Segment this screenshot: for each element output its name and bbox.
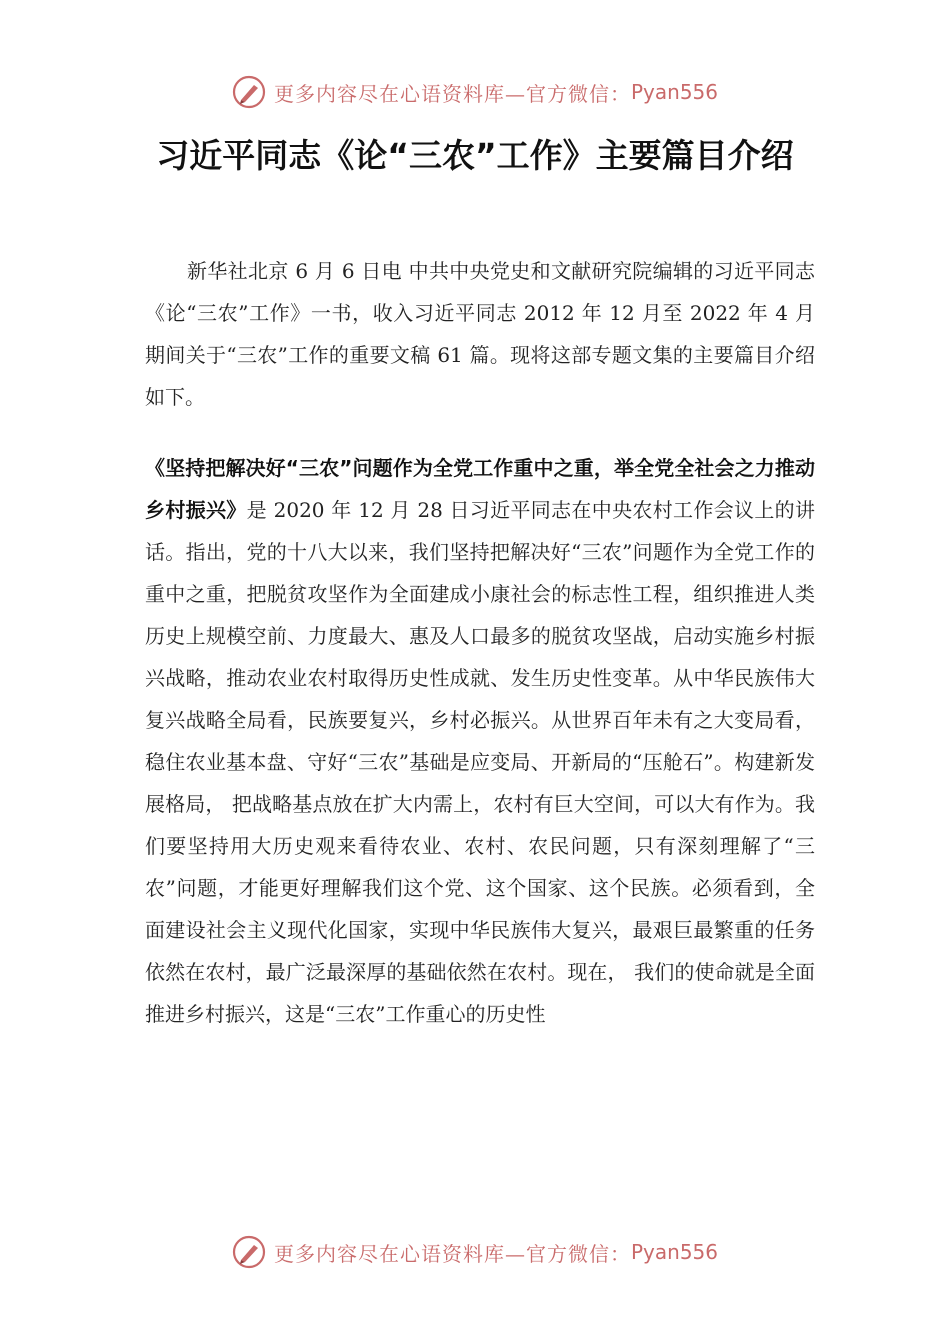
header-watermark (0, 72, 950, 112)
intro-paragraph: 新华社北京 6 月 6 日电 中共中央党史和文献研究院编辑的习近平同志《论“三农”工作》一书，收入习近平同志 2012 年 12 月至 2022 年 4 月期间关于“三农”工作的重要文稿 61 篇。现将这部专题文集的主要篇目介绍如下。 (145, 259, 815, 409)
watermark-wechat-id: Pyan556 (630, 1240, 718, 1264)
document-title: 习近平同志《论“三农”工作》主要篇目介绍 (156, 136, 794, 175)
section-paragraph (145, 447, 815, 1035)
pen-logo-icon (232, 75, 266, 109)
section-heading: 《坚持把解决好“三农”问题作为全党工作重中之重，举全党全社会之力推动乡村振兴》 (145, 456, 815, 522)
section-body: 是 2020 年 12 月 28 日习近平同志在中央农村工作会议上的讲话。指出，党的十八大以来，我们坚持把解决好“三农”问题作为全党工作的重中之重，把脱贫攻坚作为全面建成小康社会的标志性工程，组织推进人类历史上规模空前、力度最大、惠及人口最多的脱贫攻坚战，启动实施乡村振兴战略，推动农业农村取得历史性成就、发生历史性变革。从中华民族伟大复兴战略全局看，民族要复兴，乡村必振兴。从世界百年未有之大变局看，稳住农业基本盘、守好“三农”基础是应变局、开新局的“压舱石”。构建新发展格局， 把战略基点放在扩大内需上，农村有巨大空间，可以大有作为。我们要坚持用大历史观来看待农业、农村、农民问题，只有深刻理解了“三农”问题，才能更好理解我们这个党、这个国家、这个民族。必须看到，全面建设社会主义现代化国家，实现中华民族伟大复兴，最艰巨最繁重的任务依然在农村，最广泛最深厚的基础依然在农村。现在， 我们的使命就是全面推进乡村振兴，这是“三农”工作重心的历史性 (145, 498, 815, 1026)
watermark-text: 更多内容尽在心语资料库—官方微信： (273, 81, 631, 106)
watermark-wechat-id: Pyan556 (630, 80, 718, 104)
watermark-text: 更多内容尽在心语资料库—官方微信： (273, 1241, 631, 1266)
footer-watermark (0, 1232, 950, 1272)
pen-logo-icon (232, 1235, 266, 1269)
